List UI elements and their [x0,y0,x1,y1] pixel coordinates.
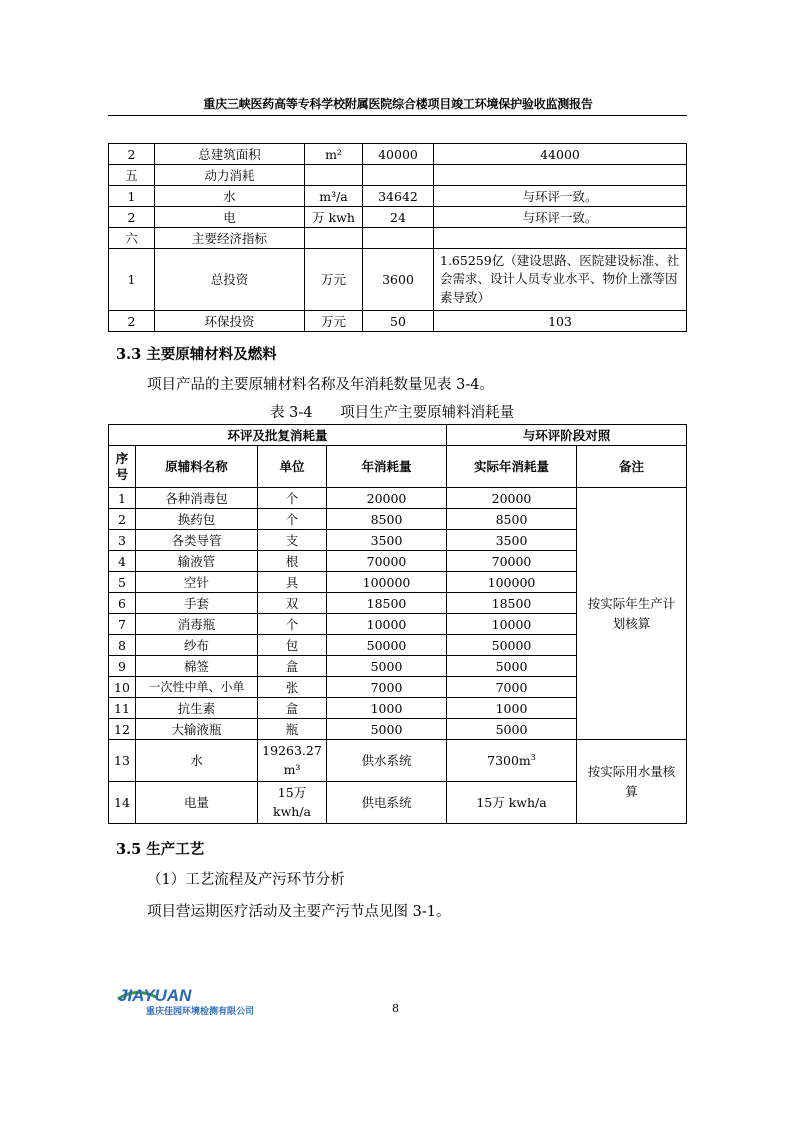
table-row: 14 电量 15万 kwh/a 供电系统 15万 kwh/a [109,782,687,824]
table-row: 9 棉签 盒 5000 5000 [109,656,687,677]
table-row: 3 各类导管 支 3500 3500 [109,530,687,551]
table-row: 4 输液管 根 70000 70000 [109,551,687,572]
table-row: 2 环保投资 万元 50 103 [109,311,687,332]
company-logo [116,985,276,1021]
table-row: 8 纱布 包 50000 50000 [109,635,687,656]
table-row: 2 总建筑面积 m² 40000 44000 [109,144,687,165]
table-row: 2 电 万 kwh 24 与环评一致。 [109,207,687,228]
paragraph: 项目产品的主要原辅材料名称及年消耗数量见表 3-4。 [147,377,494,393]
materials-table [108,424,687,824]
section-heading: 3.5 生产工艺 [116,841,205,858]
paragraph: 项目营运期医疗活动及主要产污节点见图 3-1。 [147,904,451,920]
table-row: 1 水 m³/a 34642 与环评一致。 [109,186,687,207]
table-row: 1 各种消毒包 个 20000 20000 按实际年生产计划核算 [109,488,687,509]
svg-text:JIAYUAN: JIAYUAN [118,986,192,1005]
table-row: 五 动力消耗 [109,165,687,186]
table-row: 7 消毒瓶 个 10000 10000 [109,614,687,635]
table-row: 10 一次性中单、小单 张 7000 7000 [109,677,687,698]
report-header: 重庆三峡医药高等专科学校附属医院综合楼项目竣工环境保护验收监测报告 [203,97,593,111]
subheading: （1）工艺流程及产污环节分析 [147,872,345,888]
table-row: 1 总投资 万元 3600 1.65259亿（建设思路、医院建设标准、社会需求、设计人员专业水平、物价上涨等因素导致） [109,249,687,311]
table-row: 六 主要经济指标 [109,228,687,249]
section-heading: 3.3 主要原辅材料及燃料 [116,346,277,363]
table-row: 6 手套 双 18500 18500 [109,593,687,614]
logo-mark-icon [116,985,276,1017]
page-number: 8 [392,1002,399,1015]
tech-economic-table [108,143,687,332]
table-caption: 表 3-4 项目生产主要原辅料消耗量 [270,405,515,421]
note-cell: 按实际年生产计划核算 [577,488,687,740]
table-row: 11 抗生素 盒 1000 1000 [109,698,687,719]
table-row: 2 换药包 个 8500 8500 [109,509,687,530]
table-header-row: 序号 原辅料名称 单位 年消耗量 实际年消耗量 备注 [109,446,687,488]
svg-text:重庆佳园环境检测有限公司: 重庆佳园环境检测有限公司 [146,1006,255,1016]
table-row: 13 水 19263.27 m³ 供水系统 $7300m^3$ 按实际用水量核算 [109,740,687,782]
note-cell: 按实际用水量核算 [577,740,687,824]
table-row: 5 空针 具 100000 100000 [109,572,687,593]
table-group-header: 环评及批复消耗量 与环评阶段对照 [109,425,687,446]
header-divider [108,115,687,116]
table-row: 12 大输液瓶 瓶 5000 5000 [109,719,687,740]
